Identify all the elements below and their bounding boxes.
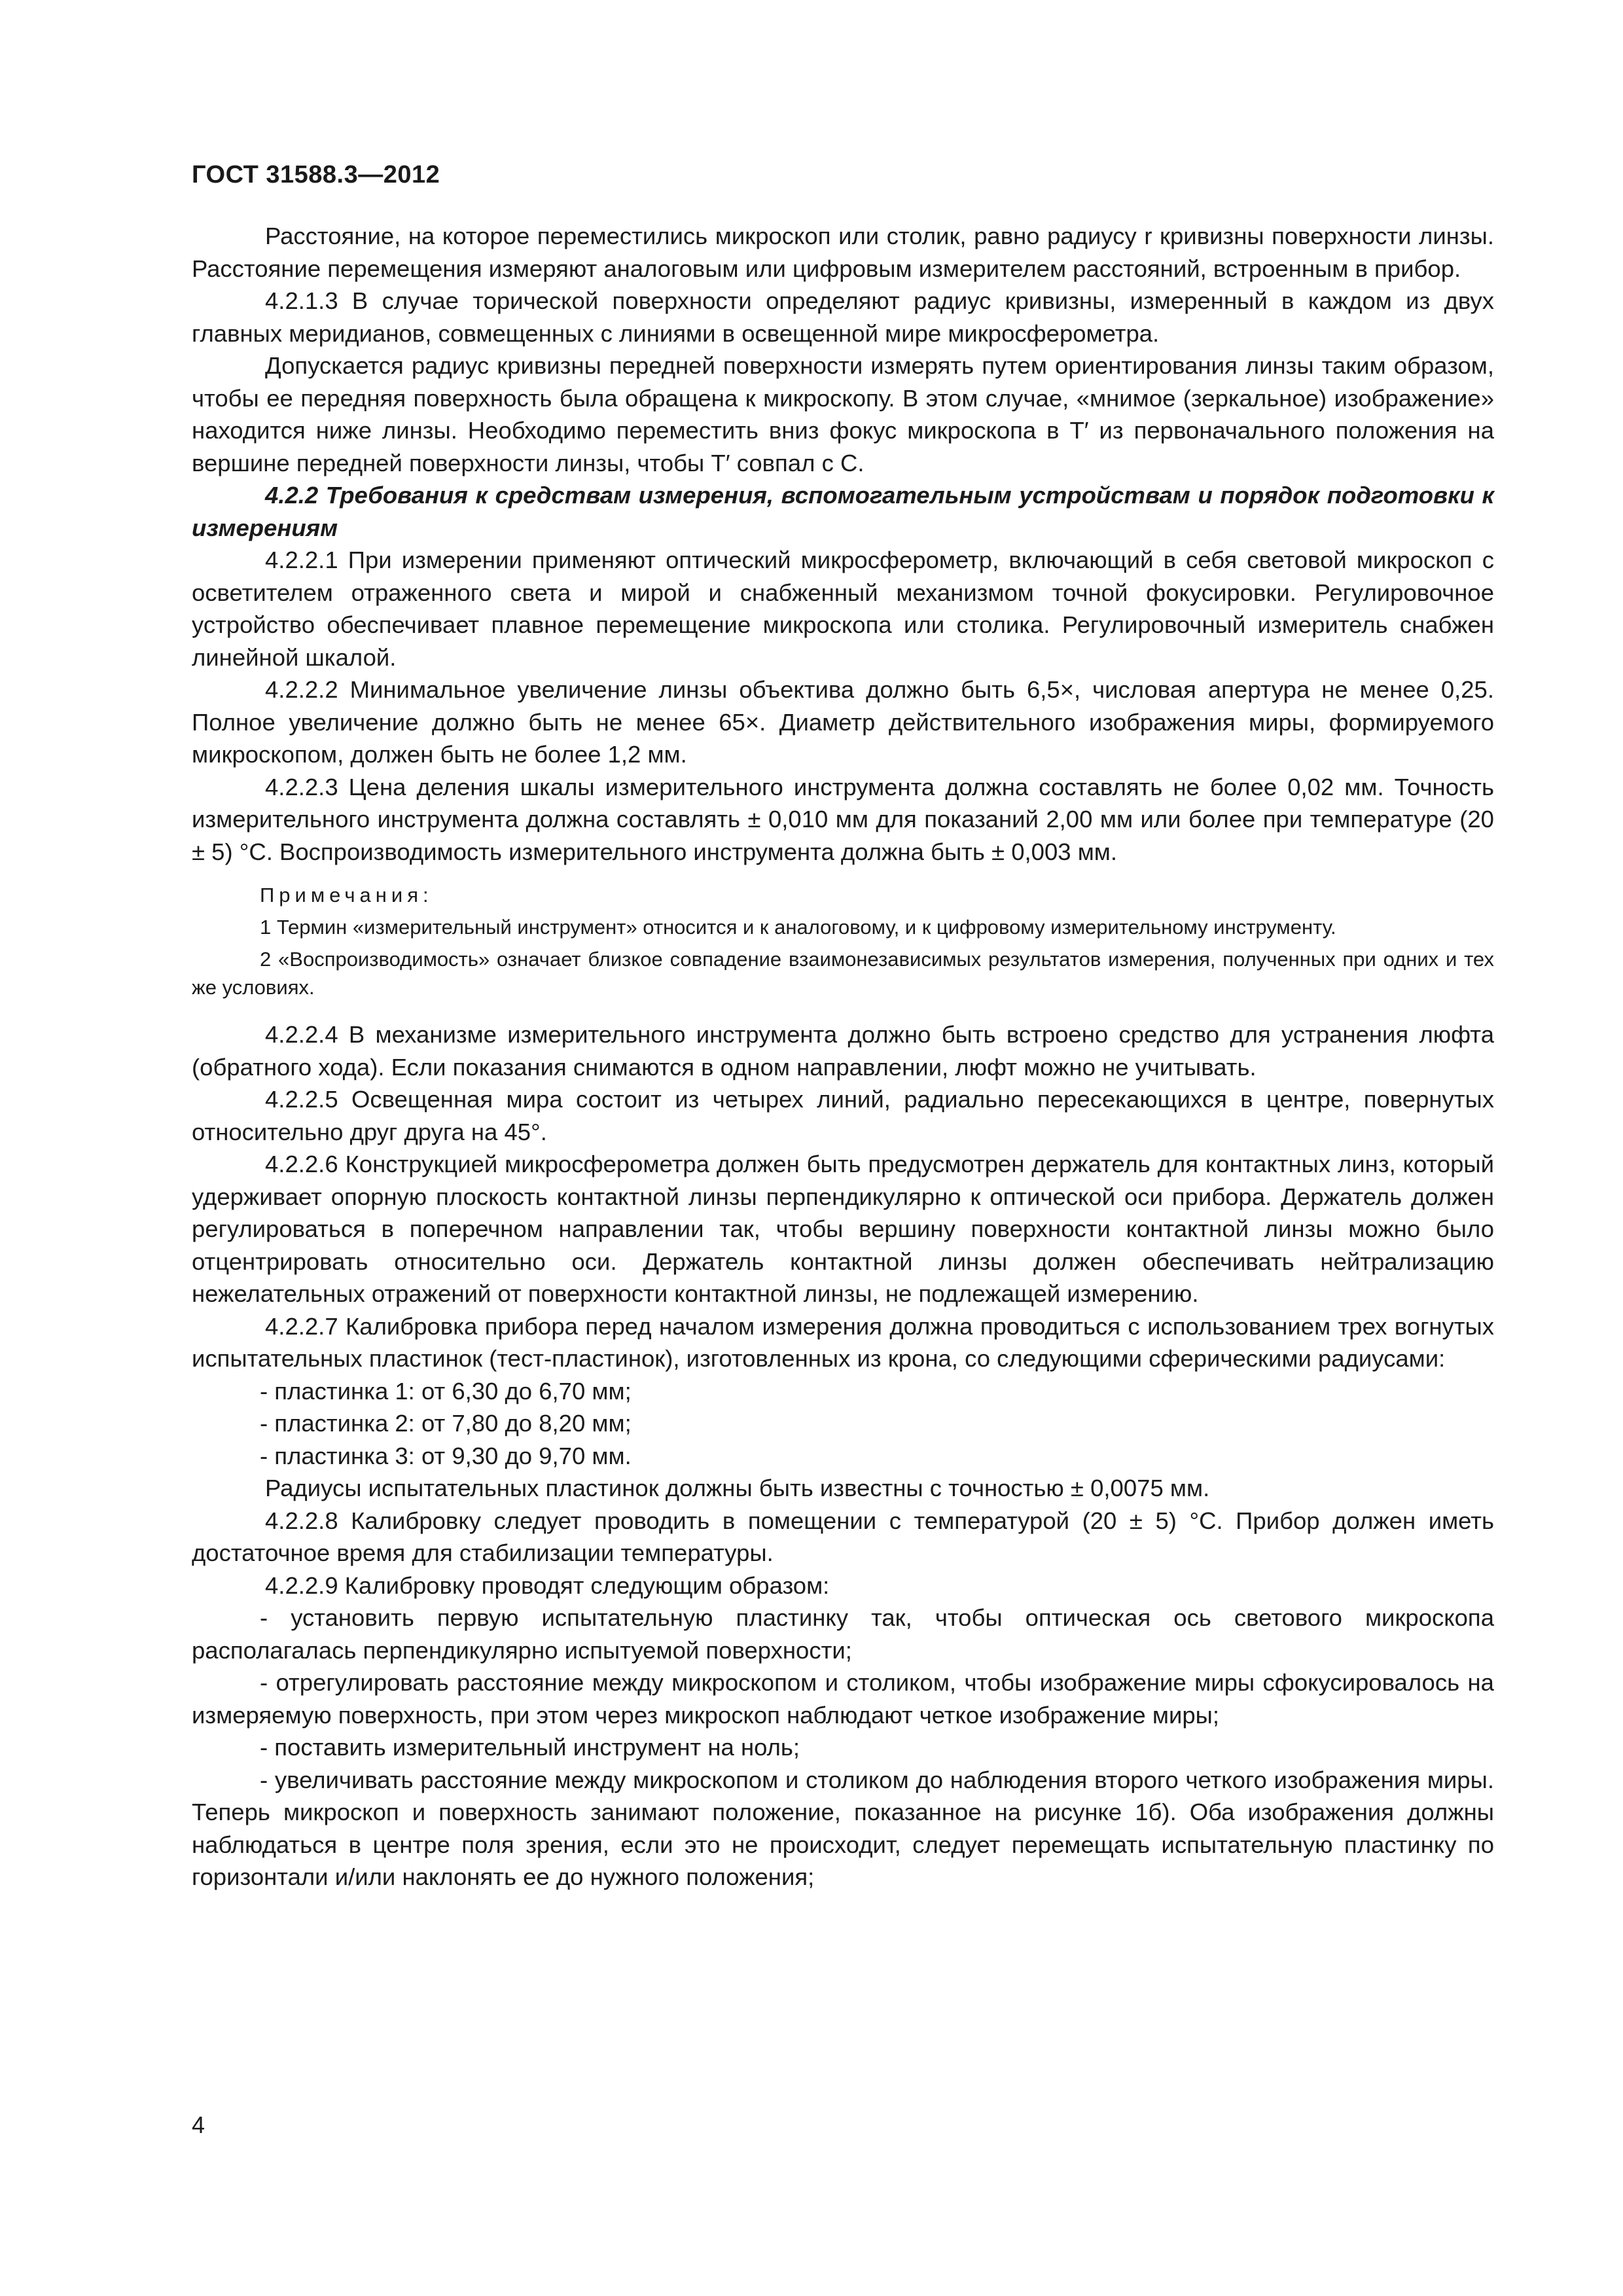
list-item: - пластинка 3: от 9,30 до 9,70 мм. xyxy=(260,1442,632,1469)
list-item: - отрегулировать расстояние между микроскопом и столиком, чтобы изображение миры сфокусировалось на измеряемую поверхность, при этом через микроскоп наблюдают четкое изображение миры; xyxy=(192,1669,1494,1729)
note-item: 1 Термин «измерительный инструмент» относится и к аналоговому, и к цифровому измерительному инструменту. xyxy=(260,916,1336,939)
paragraph: Радиусы испытательных пластинок должны быть известны с точностью ± 0,0075 мм. xyxy=(265,1475,1210,1501)
paragraph: Допускается радиус кривизны передней поверхности измерять путем ориентирования линзы таким образом, чтобы ее передняя поверхность была обращена к микроскопу. В этом случае, «мнимое (зеркальное) изображение» находится ниже линзы. Необходимо переместить вниз фокус микроскопа в T′ из первоначального положения на вершине передней поверхности линзы, чтобы T′ совпал с C. xyxy=(192,352,1494,476)
section-heading: 4.2.2 Требования к средствам измерения, вспомогательным устройствам и порядок подготовки к измерениям xyxy=(192,482,1494,541)
note-item: 2 «Воспроизводимость» означает близкое совпадение взаимонезависимых результатов измерения, полученных при одних и тех же условиях. xyxy=(192,948,1494,999)
paragraph: 4.2.2.4 В механизме измерительного инструмента должно быть встроено средство для устранения люфта (обратного хода). Если показания снимаются в одном направлении, люфт можно не учитывать. xyxy=(192,1021,1494,1081)
document-code-header: ГОСТ 31588.3—2012 xyxy=(192,161,440,188)
paragraph: 4.2.2.7 Калибровка прибора перед началом измерения должна проводиться с использованием трех вогнутых испытательных пластинок (тест-пластинок), изготовленных из крона, со следующими сферическими радиусами: xyxy=(192,1312,1494,1372)
list-item: - увеличивать расстояние между микроскопом и столиком до наблюдения второго четкого изображения миры. Теперь микроскоп и поверхность занимают положение, показанное на рисунке 1б). Оба изображения должны наблюдаться в центре поля зрения, если это не происходит, следует перемещать испытательную пластинку по горизонтали и/или наклонять ее до нужного положения; xyxy=(192,1766,1494,1890)
notes-title: Примечания: xyxy=(260,884,433,906)
notes-block xyxy=(192,881,1494,1001)
paragraph: 4.2.2.5 Освещенная мира состоит из четырех линий, радиально пересекающихся в центре, повернутых относительно друг друга на 45°. xyxy=(192,1086,1494,1145)
paragraph: Расстояние, на которое переместились микроскоп или столик, равно радиусу r кривизны поверхности линзы. Расстояние перемещения измеряют аналоговым или цифровым измерителем расстояний, встроенным в прибор. xyxy=(192,223,1494,282)
list-item: - пластинка 2: от 7,80 до 8,20 мм; xyxy=(260,1410,632,1437)
paragraph: 4.2.2.9 Калибровку проводят следующим образом: xyxy=(265,1571,830,1599)
paragraph: 4.2.2.6 Конструкцией микросферометра должен быть предусмотрен держатель для контактных линз, который удерживает опорную плоскость контактной линзы перпендикулярно к оптической оси прибора. Держатель должен регулироваться в поперечном направлении так, чтобы вершину поверхности контактной линзы можно было отцентрировать относительно оси. Держатель контактной линзы должен обеспечивать нейтрализацию нежелательных отражений от поверхности контактной линзы, не подлежащей измерению. xyxy=(192,1151,1494,1307)
page-number: 4 xyxy=(192,2111,205,2138)
paragraph: 4.2.2.2 Минимальное увеличение линзы объектива должно быть 6,5×, числовая апертура не менее 0,25. Полное увеличение должно быть не менее 65×. Диаметр действительного изображения миры, формируемого микроскопом, должен быть не более 1,2 мм. xyxy=(192,676,1494,768)
paragraph: 4.2.2.3 Цена деления шкалы измерительного инструмента должна составлять не более 0,02 мм. Точность измерительного инструмента должна составлять ± 0,010 мм для показаний 2,00 мм или более при температуре (20 ± 5) °C. Воспроизводимость измерительного инструмента должна быть ± 0,003 мм. xyxy=(192,773,1494,865)
paragraph: 4.2.1.3 В случае торической поверхности определяют радиус кривизны, измеренный в каждом из двух главных меридианов, совмещенных с линиями в освещенной мире микросферометра. xyxy=(192,287,1494,347)
list-item: - пластинка 1: от 6,30 до 6,70 мм; xyxy=(260,1377,632,1405)
list-item: - установить первую испытательную пластинку так, чтобы оптическая ось светового микроскопа располагалась перпендикулярно испытуемой поверхности; xyxy=(192,1604,1494,1664)
list-item: - поставить измерительный инструмент на ноль; xyxy=(260,1734,800,1761)
paragraph: 4.2.2.8 Калибровку следует проводить в помещении с температурой (20 ± 5) °C. Прибор должен иметь достаточное время для стабилизации температуры. xyxy=(192,1507,1494,1566)
paragraph: 4.2.2.1 При измерении применяют оптический микросферометр, включающий в себя световой микроскоп с осветителем отраженного света и мирой и снабженный механизмом точной фокусировки. Регулировочное устройство обеспечивает плавное перемещение микроскопа или столика. Регулировочный измеритель снабжен линейной шкалой. xyxy=(192,547,1494,671)
document-body xyxy=(192,220,1494,1893)
